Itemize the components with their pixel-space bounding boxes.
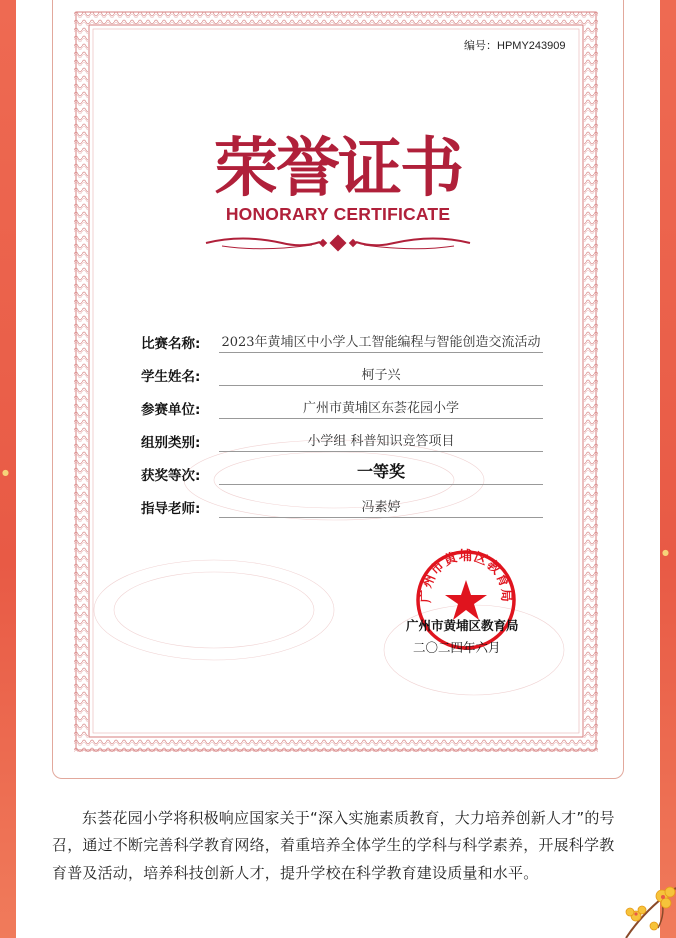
- description-paragraph: 东荟花园小学将积极响应国家关于“深入实施素质教育，大力培养创新人才”的号召，通过不断完善科学教育网络，着重培养全体学生的学科与科学素养，开展科学教育普及活动，培养科技创新人才，提升学校在科学教育建设质量和水平。: [52, 809, 615, 882]
- field-label: 参赛单位:: [141, 402, 201, 418]
- field-award-level: [141, 464, 543, 488]
- certificate-title-en: HONORARY CERTIFICATE: [225, 204, 451, 224]
- sparkle-icon: ●: [2, 468, 9, 477]
- field-label: 组别类别:: [141, 435, 201, 451]
- sparkle-icon: ●: [662, 548, 669, 557]
- serial-label: 编号：: [464, 40, 497, 52]
- field-value: 2023年黄埔区中小学人工智能编程与智能创造交流活动: [219, 331, 543, 353]
- field-label: 比赛名称:: [141, 336, 201, 352]
- field-value: 柯子兴: [219, 364, 543, 386]
- field-value: 小学组 科普知识竞答项目: [219, 430, 543, 452]
- field-value: 冯素婷: [219, 496, 543, 518]
- serial-value: HPMY243909: [497, 40, 566, 52]
- plum-blossom-icon: [566, 868, 676, 938]
- issue-date: 二〇二四年六月: [413, 640, 501, 655]
- field-label: 学生姓名:: [141, 369, 201, 385]
- field-label: 指导老师:: [141, 501, 201, 517]
- field-school: [141, 398, 543, 422]
- field-student-name: [141, 365, 543, 389]
- field-teacher: [141, 497, 543, 521]
- field-value: 一等奖: [219, 459, 543, 485]
- certificate-title: 荣誉证书: [214, 132, 462, 206]
- ornament-divider: [202, 232, 474, 254]
- field-category: [141, 431, 543, 455]
- field-label: 获奖等次:: [141, 468, 201, 484]
- seal-text: 广州市黄埔区教育局: [418, 549, 514, 603]
- serial-number: [464, 37, 566, 53]
- issuer: 广州市黄埔区教育局: [406, 618, 519, 633]
- field-competition: [141, 332, 543, 356]
- official-seal: [414, 548, 518, 652]
- field-value: 广州市黄埔区东荟花园小学: [219, 397, 543, 419]
